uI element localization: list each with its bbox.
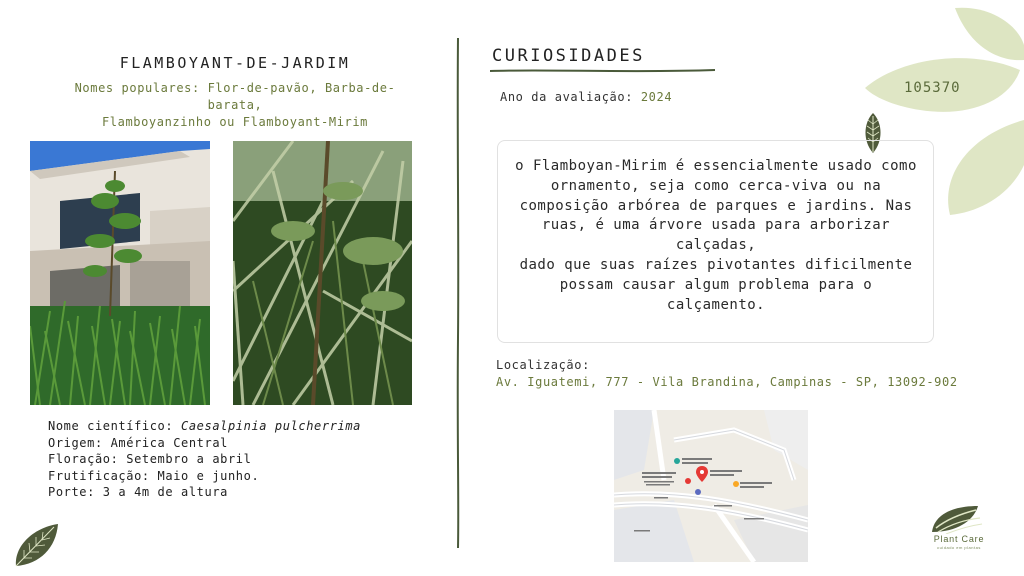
curiosities-line: ruas, é uma árvore usada para arborizar calçadas, <box>541 217 891 254</box>
flowering: Floração: Setembro a abril <box>48 452 252 466</box>
popular-names-line2: Flamboyanzinho ou Flamboyant-Mirim <box>101 115 369 129</box>
popular-names <box>50 80 420 131</box>
plant-code: 105370 <box>904 80 961 96</box>
leaf-icon <box>12 522 60 568</box>
plant-info <box>48 418 361 501</box>
brand-name: Plant Care <box>933 534 985 544</box>
plant-photo-building <box>30 141 210 405</box>
curiosities-line: dado que suas raízes pivotantes dificilmente <box>519 256 913 273</box>
size: Porte: 3 a 4m de altura <box>48 485 228 499</box>
evaluation-label: Ano da avaliação: <box>500 90 641 104</box>
curiosities-line: ornamento, seja como cerca-viva ou na <box>550 177 882 194</box>
origin: Origem: América Central <box>48 435 228 450</box>
curiosities-line: composição arbórea de parques e jardins. Nas <box>519 197 913 214</box>
location-label: Localização: <box>496 358 590 372</box>
curiosities-line: o Flamboyan-Mirim é essencialmente usado como <box>515 158 917 174</box>
location-address: Av. Iguatemi, 777 - Vila Brandina, Campinas - SP, 13092-902 <box>496 375 958 389</box>
scientific-name-label: Nome científico: <box>48 419 182 433</box>
curiosities-text <box>505 157 927 315</box>
scientific-name-value: Caesalpinia pulcherrima <box>181 419 361 433</box>
popular-names-line1: Nomes populares: Flor-de-pavão, Barba-de-barata, <box>74 81 396 112</box>
brand-logo-icon <box>928 502 984 534</box>
scientific-name <box>48 418 361 435</box>
title-underline <box>490 68 715 74</box>
evaluation-value: 2024 <box>640 90 673 104</box>
evaluation-year <box>500 90 672 104</box>
plant-photo-foliage <box>233 141 412 405</box>
curiosities-line: possam causar algum problema para o <box>559 276 873 293</box>
location-map <box>614 410 808 562</box>
curiosities-line: calçamento. <box>666 296 766 313</box>
brand-tagline: cuidado em plantas <box>937 545 981 550</box>
curiosities-title: CURIOSIDADES <box>492 46 645 66</box>
plant-title: FLAMBOYANT-DE-JARDIM <box>119 54 351 72</box>
column-divider <box>455 38 461 548</box>
fruiting: Frutificação: Maio e junho. <box>48 468 260 483</box>
